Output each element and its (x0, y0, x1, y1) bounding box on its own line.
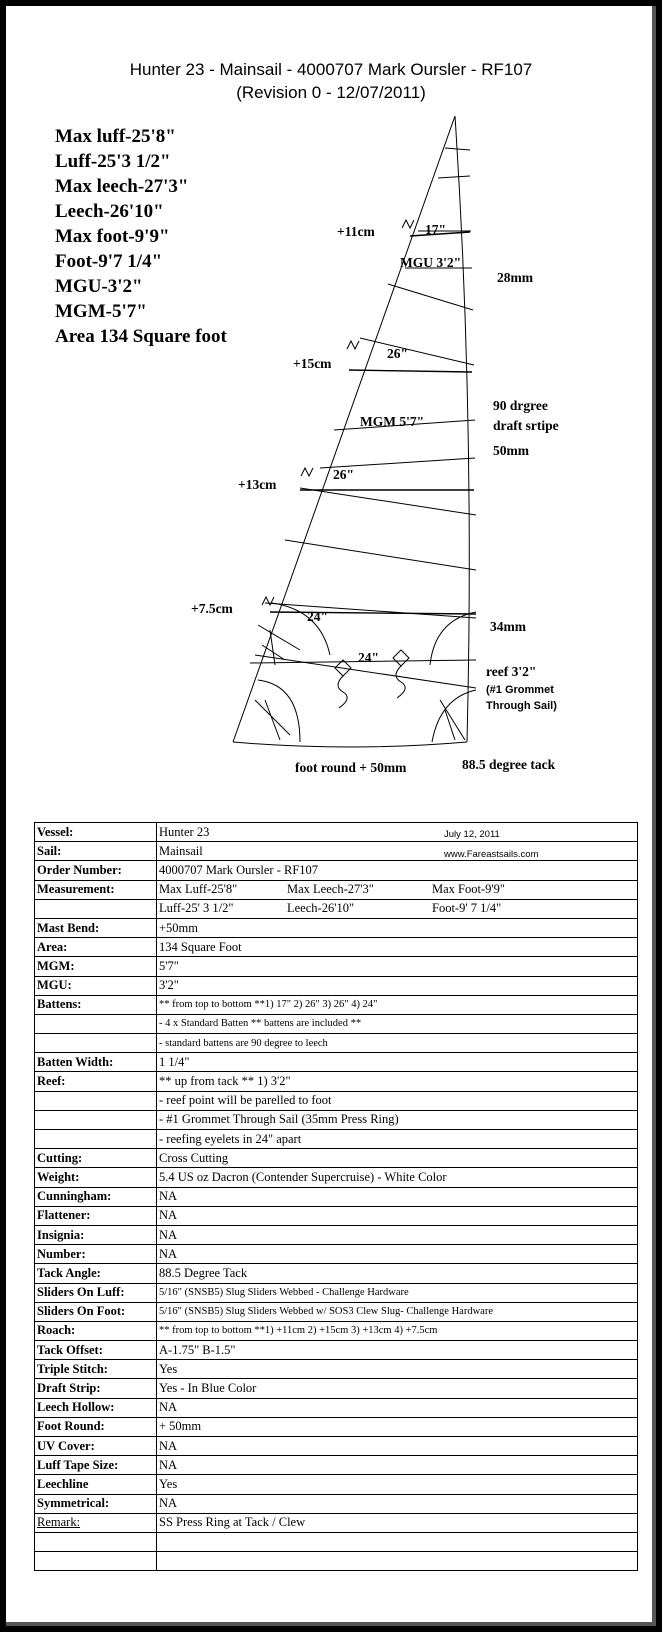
sail-leech (455, 116, 469, 742)
remark-value: SS Press Ring at Tack / Clew (157, 1513, 638, 1532)
luff-tape-key: Luff Tape Size: (35, 1456, 157, 1475)
document-title: Hunter 23 - Mainsail - 4000707 Mark Oursler - RF107 (129, 60, 533, 79)
uv-cover-value: NA (157, 1437, 638, 1456)
sail-value: Mainsail (157, 842, 638, 861)
area-key: Area: (35, 938, 157, 957)
table-row (35, 1187, 638, 1206)
document-revision: (Revision 0 - 12/07/2011) (236, 83, 426, 102)
weight-key: Weight: (35, 1168, 157, 1187)
batten-4-label: 24" (307, 609, 328, 624)
foot-round-key: Foot Round: (35, 1417, 157, 1436)
mgu-value: 3'2" (157, 976, 638, 995)
table-row (35, 995, 638, 1014)
grommet-label-2: Through Sail) (486, 700, 557, 712)
max-leech-value: Max Leech-27'3" (287, 882, 374, 897)
triple-stitch-key: Triple Stitch: (35, 1360, 157, 1379)
uv-cover-key: UV Cover: (35, 1437, 157, 1456)
symmetrical-key: Symmetrical: (35, 1494, 157, 1513)
table-row (35, 1149, 638, 1168)
roach-3-label: +13cm (238, 477, 277, 492)
mast-bend-key: Mast Bend: (35, 918, 157, 937)
table-row (35, 1091, 638, 1110)
company-url: www.Fareastsails.com (444, 849, 539, 860)
table-row (35, 957, 638, 976)
leech-hollow-value: NA (157, 1398, 638, 1417)
roach-1-label: +11cm (337, 224, 375, 239)
foot-round-value: + 50mm (157, 1417, 638, 1436)
spec-area: Area 134 Square foot (55, 326, 227, 347)
draft-strip-key: Draft Strip: (35, 1379, 157, 1398)
table-row (35, 1225, 638, 1244)
roach-2-label: +15cm (293, 356, 332, 371)
number-key: Number: (35, 1245, 157, 1264)
table-row (35, 1130, 638, 1149)
dim-28mm-label: 28mm (497, 270, 533, 285)
batten-1-label: 17" (425, 222, 446, 237)
roach-4-label: +7.5cm (191, 601, 233, 616)
leechline-key: Leechline (35, 1475, 157, 1494)
roach-key: Roach: (35, 1321, 157, 1340)
batten-2-label: 26" (387, 346, 408, 361)
flattener-value: NA (157, 1206, 638, 1225)
battens-key: Battens: (35, 995, 157, 1014)
area-value: 134 Square Foot (157, 938, 638, 957)
batten-3-label: 26" (333, 467, 354, 482)
battens-note-1: - 4 x Standard Batten ** battens are included ** (157, 1014, 638, 1033)
measurement-key: Measurement: (35, 880, 157, 899)
spec-max-leech: Max leech-27'3" (55, 176, 189, 197)
tack-angle-key: Tack Angle: (35, 1264, 157, 1283)
batten-width-key: Batten Width: (35, 1053, 157, 1072)
dim-50mm-label: 50mm (493, 443, 529, 458)
max-foot-value: Max Foot-9'9" (432, 882, 505, 897)
roach-value: ** from top to bottom **1) +11cm 2) +15cm 3) +13cm 4) +7.5cm (157, 1321, 638, 1340)
table-row (35, 1034, 638, 1053)
spec-mgu: MGU-3'2" (55, 276, 143, 297)
mgm-label: MGM 5'7" (360, 414, 425, 429)
tack-offset-value: A-1.75" B-1.5" (157, 1341, 638, 1360)
leech-hollow-key: Leech Hollow: (35, 1398, 157, 1417)
leech-value: Leech-26'10" (287, 901, 355, 916)
tack-angle-label: 88.5 degree tack (462, 757, 556, 772)
table-row (35, 1552, 638, 1571)
table-row (35, 1532, 638, 1551)
reef-note-1: - reef point will be parelled to foot (157, 1091, 638, 1110)
reefing-spacing-label: 24" (358, 650, 379, 665)
number-value: NA (157, 1245, 638, 1264)
table-row (35, 1494, 638, 1513)
vessel-value: Hunter 23 (157, 823, 638, 842)
cunningham-value: NA (157, 1187, 638, 1206)
table-row (35, 1283, 638, 1302)
symmetrical-value: NA (157, 1494, 638, 1513)
table-row (35, 899, 638, 918)
vessel-key: Vessel: (35, 823, 157, 842)
table-row (35, 1245, 638, 1264)
mgm-value: 5'7" (157, 957, 638, 976)
sliders-foot-value: 5/16" (SNSB5) Slug Sliders Webbed w/ SOS3 Clew Slug- Challenge Hardware (157, 1302, 638, 1321)
spec-foot: Foot-9'7 1/4" (55, 251, 163, 272)
grommet-label-1: (#1 Grommet (486, 684, 554, 696)
luff-tape-value: NA (157, 1456, 638, 1475)
table-row (35, 1264, 638, 1283)
insignia-key: Insignia: (35, 1225, 157, 1244)
table-row (35, 1321, 638, 1340)
order-key: Order Number: (35, 861, 157, 880)
sail-foot (233, 742, 467, 747)
table-row (35, 1110, 638, 1129)
spec-luff: Luff-25'3 1/2" (55, 151, 171, 172)
remark-key: Remark: (35, 1513, 157, 1532)
reef-key: Reef: (35, 1072, 157, 1091)
triple-stitch-value: Yes (157, 1360, 638, 1379)
leechline-value: Yes (157, 1475, 638, 1494)
table-row (35, 880, 638, 899)
reef-note-3: - reefing eyelets in 24" apart (157, 1130, 638, 1149)
tack-offset-key: Tack Offset: (35, 1341, 157, 1360)
table-row (35, 1379, 638, 1398)
table-row (35, 918, 638, 937)
foot-value: Foot-9' 7 1/4" (432, 901, 502, 916)
table-row (35, 1475, 638, 1494)
battens-note-2: - standard battens are 90 degree to leech (157, 1034, 638, 1053)
weight-value: 5.4 US oz Dacron (Contender Supercruise) - White Color (157, 1168, 638, 1187)
table-row (35, 1437, 638, 1456)
table-row (35, 842, 638, 861)
cutting-value: Cross Cutting (157, 1149, 638, 1168)
spec-mgm: MGM-5'7" (55, 301, 147, 322)
cunningham-key: Cunningham: (35, 1187, 157, 1206)
reef-note-2: - #1 Grommet Through Sail (35mm Press Ring) (157, 1110, 638, 1129)
table-row (35, 1341, 638, 1360)
sliders-luff-value: 5/16" (SNSB5) Slug Sliders Webbed - Challenge Hardware (157, 1283, 638, 1302)
cutting-key: Cutting: (35, 1149, 157, 1168)
sail-key: Sail: (35, 842, 157, 861)
draft-stripe-label-1: 90 drgree (493, 398, 548, 413)
table-row (35, 976, 638, 995)
flattener-key: Flattener: (35, 1206, 157, 1225)
sail-spec-table (34, 822, 638, 1571)
sail-diagram (0, 0, 662, 800)
table-row (35, 823, 638, 842)
table-row (35, 1360, 638, 1379)
luff-value: Luff-25' 3 1/2" (159, 901, 234, 916)
tack-angle-value: 88.5 Degree Tack (157, 1264, 638, 1283)
dim-34mm-label: 34mm (490, 619, 526, 634)
reef-value: ** up from tack ** 1) 3'2" (157, 1072, 638, 1091)
table-row (35, 1513, 638, 1532)
mgu-key: MGU: (35, 976, 157, 995)
table-row (35, 1417, 638, 1436)
foot-round-label: foot round + 50mm (295, 760, 407, 775)
table-row (35, 1053, 638, 1072)
document-date: July 12, 2011 (444, 829, 500, 840)
table-row (35, 1168, 638, 1187)
table-row (35, 1072, 638, 1091)
batten-width-value: 1 1/4" (157, 1053, 638, 1072)
max-luff-value: Max Luff-25'8" (159, 882, 238, 897)
order-value: 4000707 Mark Oursler - RF107 (157, 861, 638, 880)
insignia-value: NA (157, 1225, 638, 1244)
spec-max-foot: Max foot-9'9" (55, 226, 170, 247)
mgu-label: MGU 3'2" (400, 255, 462, 270)
sliders-luff-key: Sliders On Luff: (35, 1283, 157, 1302)
spec-max-luff: Max luff-25'8" (55, 126, 176, 147)
draft-stripe-label-2: draft srtipe (493, 418, 559, 433)
table-row (35, 1206, 638, 1225)
battens-value: ** from top to bottom **1) 17" 2) 26" 3) 26" 4) 24" (157, 995, 638, 1014)
table-row (35, 938, 638, 957)
draft-strip-value: Yes - In Blue Color (157, 1379, 638, 1398)
sliders-foot-key: Sliders On Foot: (35, 1302, 157, 1321)
mast-bend-value: +50mm (157, 918, 638, 937)
table-row (35, 1302, 638, 1321)
table-row (35, 1398, 638, 1417)
spec-leech: Leech-26'10" (55, 201, 164, 222)
table-row (35, 1456, 638, 1475)
table-row (35, 1014, 638, 1033)
mgm-key: MGM: (35, 957, 157, 976)
reef-label: reef 3'2" (486, 664, 537, 679)
table-row (35, 861, 638, 880)
